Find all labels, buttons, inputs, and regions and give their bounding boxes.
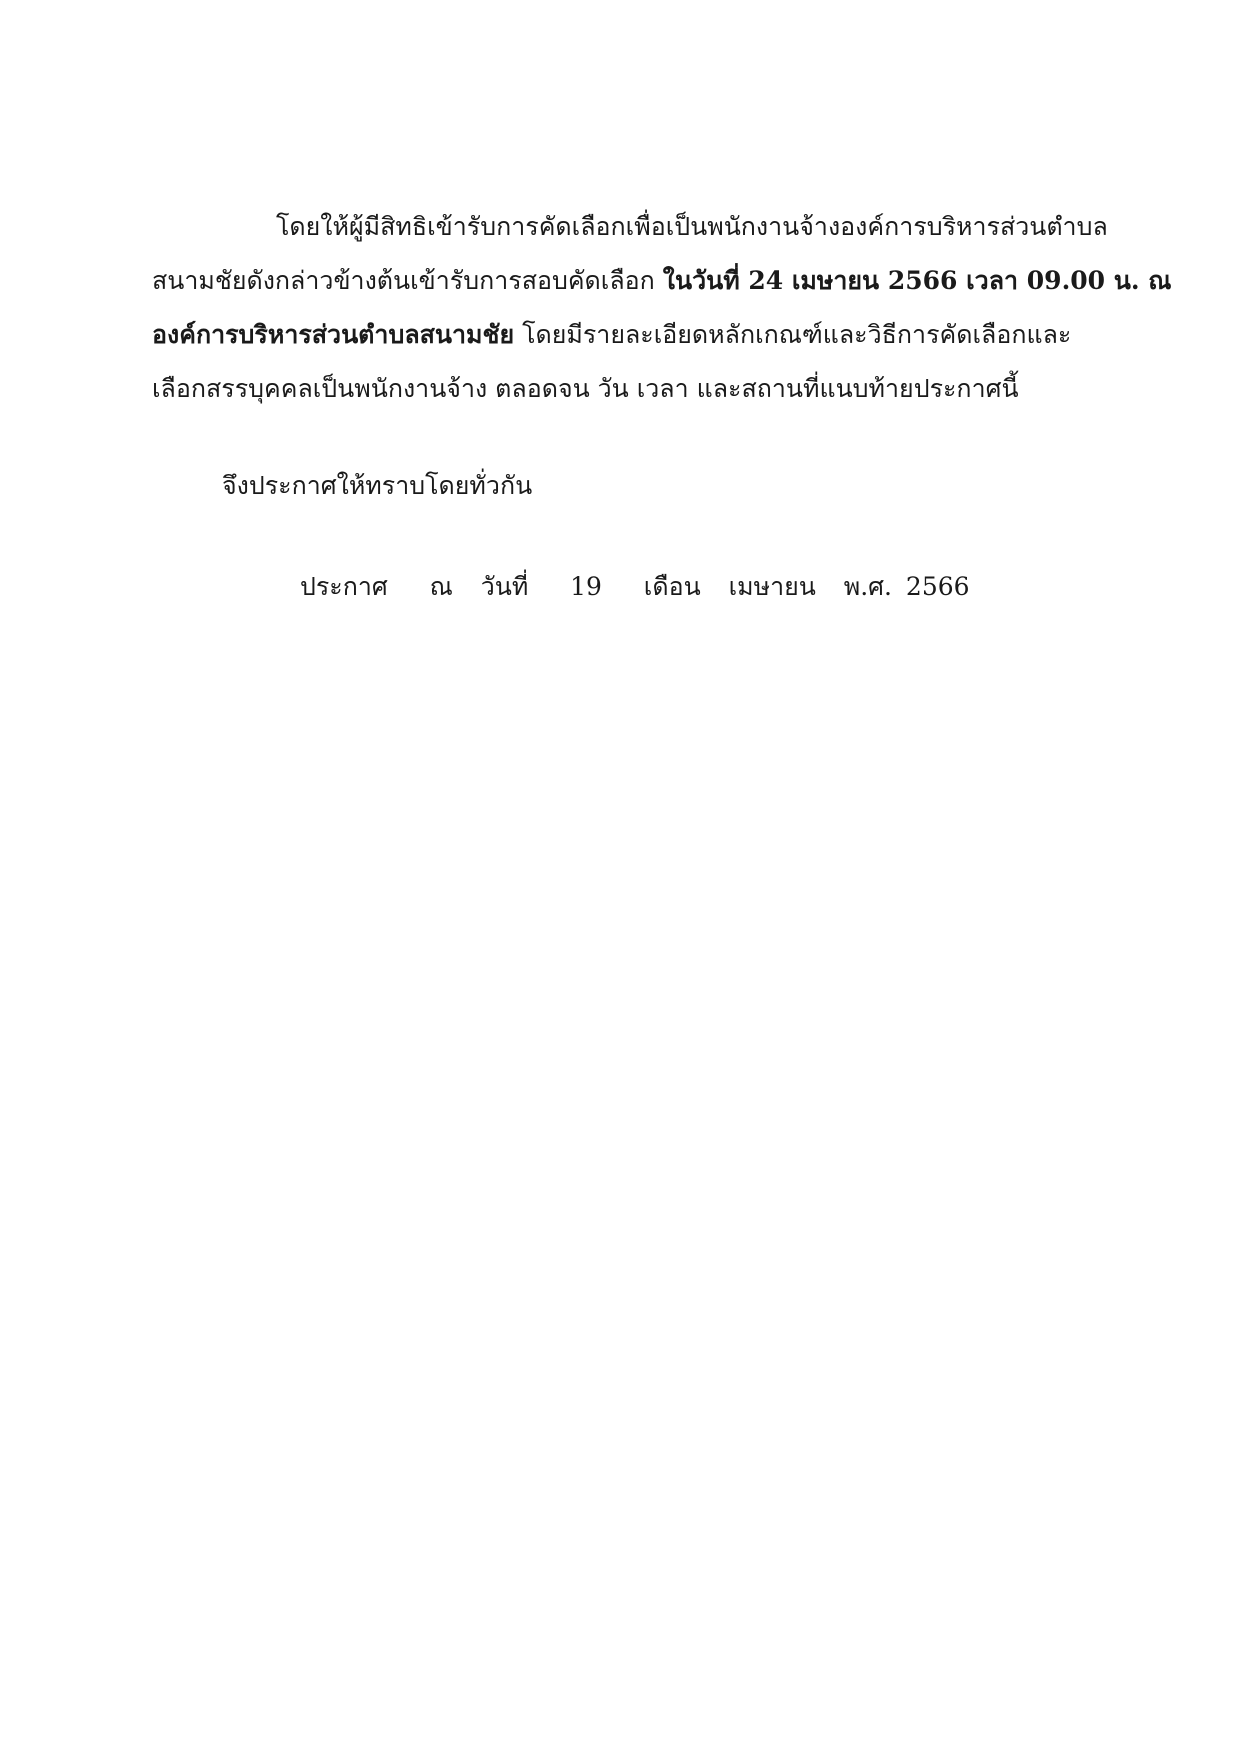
paragraph-text: โดยมีรายละเอียดหลักเกณฑ์และวิธีการคัดเลือกและ xyxy=(514,320,1072,349)
paragraph-line-1 xyxy=(276,210,1108,244)
exam-date-time-bold: ในวันที่ 24 เมษายน 2566 เวลา 09.00 น. ณ xyxy=(662,266,1172,295)
paragraph-line-4 xyxy=(152,372,1019,406)
paragraph-line-3 xyxy=(152,318,1071,352)
exam-location-bold: องค์การบริหารส่วนตำบลสนามชัย xyxy=(152,320,515,349)
announcement-notice xyxy=(222,469,532,503)
paragraph-text: โดยให้ผู้มีสิทธิเข้ารับการคัดเลือกเพื่อเป็นพนักงานจ้างองค์การบริหารส่วนตำบล xyxy=(276,212,1108,241)
date-text: ประกาศ ณ วันที่ 19 เดือน เมษายน พ.ศ. 2566 xyxy=(300,572,970,601)
notice-text: จึงประกาศให้ทราบโดยทั่วกัน xyxy=(222,471,533,500)
announcement-date-line xyxy=(300,570,970,604)
paragraph-line-2 xyxy=(152,264,1171,298)
paragraph-text: เลือกสรรบุคคลเป็นพนักงานจ้าง ตลอดจน วัน เวลา และสถานที่แนบท้ายประกาศนี้ xyxy=(152,374,1019,403)
paragraph-text: สนามชัยดังกล่าวข้างต้นเข้ารับการสอบคัดเลือก xyxy=(152,266,663,295)
